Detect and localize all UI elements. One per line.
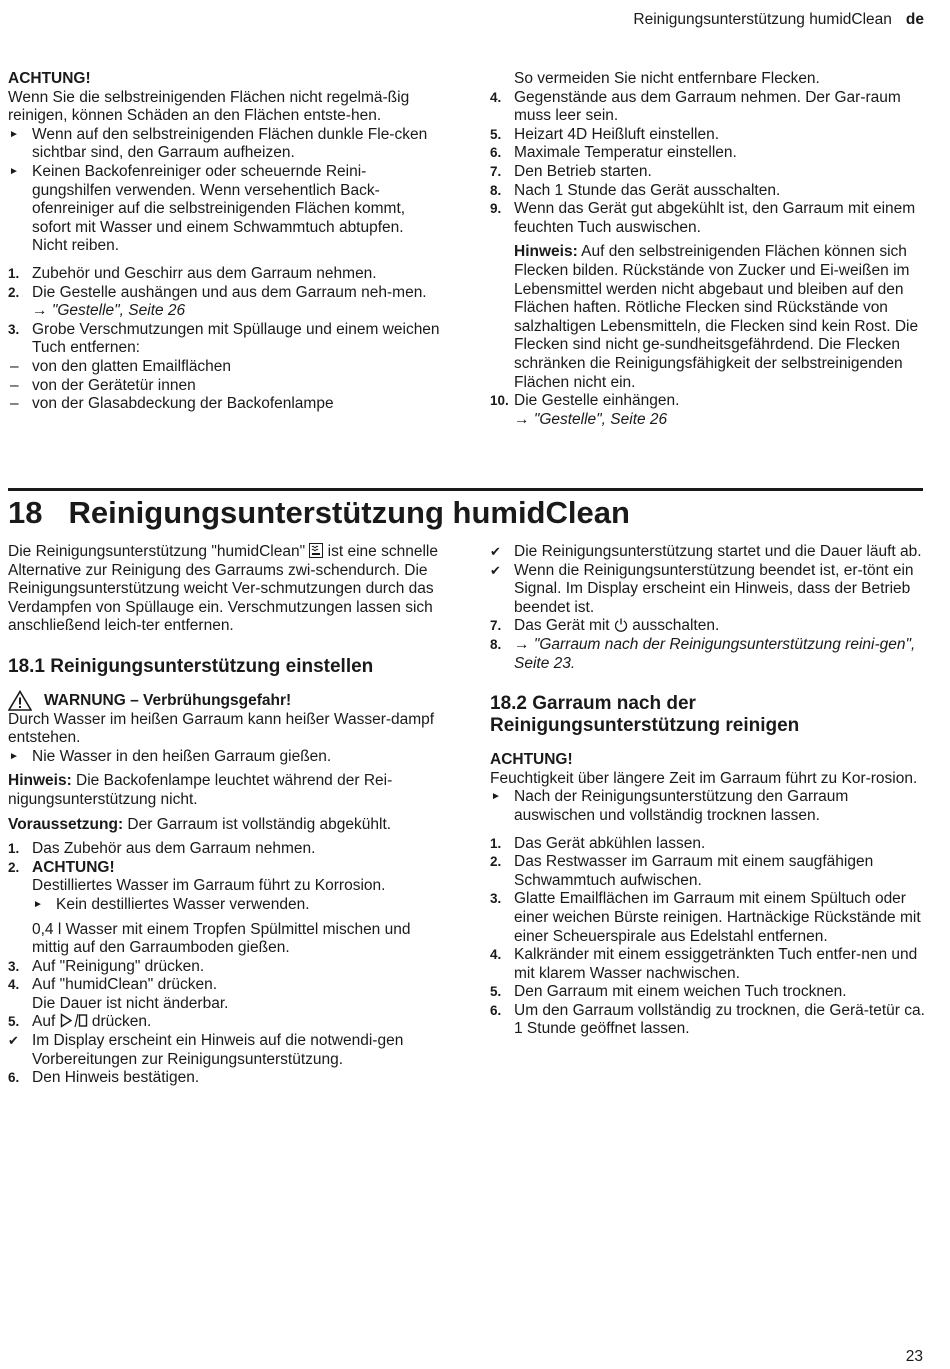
step-item: 5. Heizart 4D Heißluft einstellen. bbox=[490, 125, 720, 143]
triangle-bullet-icon: ► bbox=[9, 128, 19, 140]
attention-text: Wenn Sie die selbstreinigenden Flächen nicht regelmä-ßig reinigen, können Schäden an den Flächen entste-hen. bbox=[8, 88, 410, 125]
step-item: 2. Das Restwasser im Garraum mit einem saugfähigen Schwammtuch aufwischen. bbox=[490, 853, 874, 889]
top-left-column bbox=[8, 70, 443, 414]
step-item: 6. Um den Garraum vollständig zu trocknen, die Gerä-tetür ca. 1 Stunde geöffnet lassen. bbox=[490, 1001, 925, 1038]
step-item: 4. Auf "humidClean" drücken. bbox=[8, 976, 218, 994]
step-text: Destilliertes Wasser im Garraum führt zu Korrosion. bbox=[32, 877, 386, 895]
header-title: Reinigungsunterstützung humidClean bbox=[633, 11, 892, 28]
start-stop-icon bbox=[60, 1013, 88, 1028]
bullet-item: ► Keinen Backofenreiniger oder scheuernde Reini-gungshilfen verwenden. Wenn versehentlich Back-ofenreiniger auf die selbstreinigenden Flächen kommt, sofort mit Wasser und einem Schwammtuch abtupfen. Nicht reiben. bbox=[9, 162, 406, 255]
bullet-item: ► Nach der Reinigungsunterstützung den Garraum auswischen und vollständig trocknen lassen. bbox=[491, 788, 849, 824]
step-item: 5. Auf drücken. bbox=[8, 1013, 152, 1031]
result-item: ✔ Die Reinigungsunterstützung startet und die Dauer läuft ab. bbox=[490, 543, 922, 560]
step-item: 1. Zubehör und Geschirr aus dem Garraum nehmen. bbox=[8, 264, 377, 282]
step-item: 2. ACHTUNG! bbox=[8, 858, 115, 876]
page-number: 23 bbox=[905, 1348, 923, 1365]
intro-paragraph: Die Reinigungsunterstützung "humidClean" ist eine schnelle Alternative zur Reinigung des Garraums zwi-schendurch. Die Reinigungsunterstützung weicht Ver-schmutzungen durch das Verdampfen von Spüllauge ein. Verschmutzungen lassen sich anschließend leich-ter entfernen. bbox=[8, 543, 438, 635]
continuation-text: So vermeiden Sie nicht entfernbare Flecken. bbox=[514, 70, 820, 87]
attention-heading: ACHTUNG! bbox=[490, 751, 573, 769]
step-item: 4. Gegenstände aus dem Garraum nehmen. Der Gar-raum muss leer sein. bbox=[490, 88, 901, 125]
step-item[interactable]: 8. → "Garraum nach der Reinigungsunterstützung reini-gen", Seite 23. bbox=[490, 635, 916, 672]
result-item: ✔ Im Display erscheint ein Hinweis auf die notwendi-gen Vorbereitungen zur Reinigungsunterstützung. bbox=[8, 1032, 404, 1068]
bullet-item: ► Wenn auf den selbstreinigenden Flächen dunkle Fle-cken sichtbar sind, den Garraum aufheizen. bbox=[9, 125, 428, 162]
bottom-left-column bbox=[8, 543, 443, 1088]
warning-text: Durch Wasser im heißen Garraum kann heißer Wasser-dampf entstehen. bbox=[8, 710, 435, 747]
cross-reference-arrow-icon: → bbox=[32, 302, 48, 320]
step-item: 3. Auf "Reinigung" drücken. bbox=[8, 957, 205, 975]
section-heading: 18.2 Garraum nach der Reinigungsunterstützung reinigen bbox=[490, 693, 800, 737]
step-item: 2. Die Gestelle aushängen und aus dem Garraum neh-men. bbox=[8, 283, 427, 301]
bullet-item: ► Kein destilliertes Wasser verwenden. bbox=[33, 895, 310, 913]
step-item: 3. Grobe Verschmutzungen mit Spüllauge und einem weichen Tuch entfernen: bbox=[8, 320, 440, 357]
step-item: 3. Glatte Emailflächen im Garraum mit einem Spültuch oder einer weichen Bürste reinigen. Hartnäckige Rückstände mit einer Scheuerspirale aus Edelstahl entfernen. bbox=[490, 890, 921, 945]
bottom-right-column bbox=[490, 543, 925, 1039]
dash-bullet: – bbox=[10, 357, 19, 375]
step-item: 1. Das Zubehör aus dem Garraum nehmen. bbox=[8, 840, 316, 858]
result-checkmark-icon: ✔ bbox=[490, 562, 501, 578]
cross-reference[interactable]: → "Gestelle", Seite 26 bbox=[32, 302, 186, 320]
cross-reference[interactable]: → "Gestelle", Seite 26 bbox=[514, 410, 668, 428]
dash-bullet: – bbox=[10, 376, 19, 394]
result-checkmark-icon: ✔ bbox=[8, 1033, 19, 1049]
triangle-bullet-icon: ► bbox=[491, 791, 501, 803]
warning-triangle-icon bbox=[8, 690, 32, 711]
result-checkmark-icon: ✔ bbox=[490, 544, 501, 559]
step-text: Die Dauer ist nicht änderbar. bbox=[32, 994, 229, 1012]
power-icon bbox=[614, 618, 628, 632]
triangle-bullet-icon: ► bbox=[9, 165, 19, 177]
result-item: ✔ Wenn die Reinigungsunterstützung beendet ist, er-tönt ein Signal. Im Display erscheint ein Hinweis, dass der Betrieb beendet ist. bbox=[490, 561, 914, 616]
step-item: 7. Das Gerät mit ausschalten. bbox=[490, 617, 720, 635]
triangle-bullet-icon: ► bbox=[9, 750, 19, 762]
step-item: 9. Wenn das Gerät gut abgekühlt ist, den Garraum mit einem feuchten Tuch auswischen. bbox=[490, 200, 916, 236]
note-paragraph: Hinweis: Auf den selbstreinigenden Flächen können sich Flecken bilden. Rückstände von Zucker und Ei-weißen im Lebensmittel werden nicht abgebaut und bleiben auf den Flächen haften. Rötliche Flecken sind Rückstände von salzhaltigen Lebensmitteln, die Flecken sind kein Rost. Die Flecken sind nicht ge-sundheitsgefährdend. Die Flecken schränken die Reinigungsfähigkeit der selbstreinigenden Flächen nicht ein. bbox=[514, 243, 919, 391]
language-code: de bbox=[905, 11, 924, 28]
triangle-bullet-icon: ► bbox=[33, 898, 43, 910]
step-item: 5. Den Garraum mit einem weichen Tuch trocknen. bbox=[490, 983, 847, 1001]
top-right-column bbox=[490, 70, 925, 429]
attention-heading: ACHTUNG! bbox=[8, 70, 91, 87]
warning-heading: WARNUNG – Verbrühungsgefahr! bbox=[8, 692, 443, 711]
step-item: 8. Nach 1 Stunde das Gerät ausschalten. bbox=[490, 181, 781, 199]
attention-text: Feuchtigkeit über längere Zeit im Garraum führt zu Kor-rosion. bbox=[490, 769, 918, 787]
page-header bbox=[633, 11, 924, 30]
note-paragraph: Hinweis: Die Backofenlampe leuchtet während der Rei-nigungsunterstützung nicht. bbox=[8, 772, 393, 808]
step-item: 7. Den Betrieb starten. bbox=[490, 162, 652, 180]
step-item: 4. Kalkränder mit einem essiggetränkten Tuch entfer-nen und mit klarem Wasser nachwischen. bbox=[490, 946, 918, 982]
step-item: 1. Das Gerät abkühlen lassen. bbox=[490, 834, 706, 852]
step-text: 0,4 l Wasser mit einem Tropfen Spülmittel mischen und mittig auf den Garraumboden gießen. bbox=[32, 920, 411, 957]
chapter-title: 18 Reinigungsunterstützung humidClean bbox=[8, 495, 630, 530]
dash-item: – von den glatten Emailflächen bbox=[10, 357, 232, 375]
step-item: 6. Maximale Temperatur einstellen. bbox=[490, 144, 737, 162]
cross-reference-arrow-icon: → bbox=[514, 410, 530, 428]
cross-reference-arrow-icon: → bbox=[514, 635, 530, 653]
step-item: 10. Die Gestelle einhängen. bbox=[490, 392, 680, 410]
dash-item: – von der Glasabdeckung der Backofenlampe bbox=[10, 395, 334, 413]
step-item: 6. Den Hinweis bestätigen. bbox=[8, 1069, 200, 1087]
section-heading: 18.1 Reinigungsunterstützung einstellen bbox=[8, 655, 374, 677]
dash-bullet: – bbox=[10, 395, 19, 413]
prerequisite-paragraph: Voraussetzung: Der Garraum ist vollständig abgekühlt. bbox=[8, 815, 392, 833]
chapter-divider bbox=[8, 488, 923, 491]
bullet-item: ► Nie Wasser in den heißen Garraum gießen. bbox=[9, 747, 332, 765]
dash-item: – von der Gerätetür innen bbox=[10, 376, 196, 394]
humidclean-symbol-icon bbox=[309, 543, 323, 558]
